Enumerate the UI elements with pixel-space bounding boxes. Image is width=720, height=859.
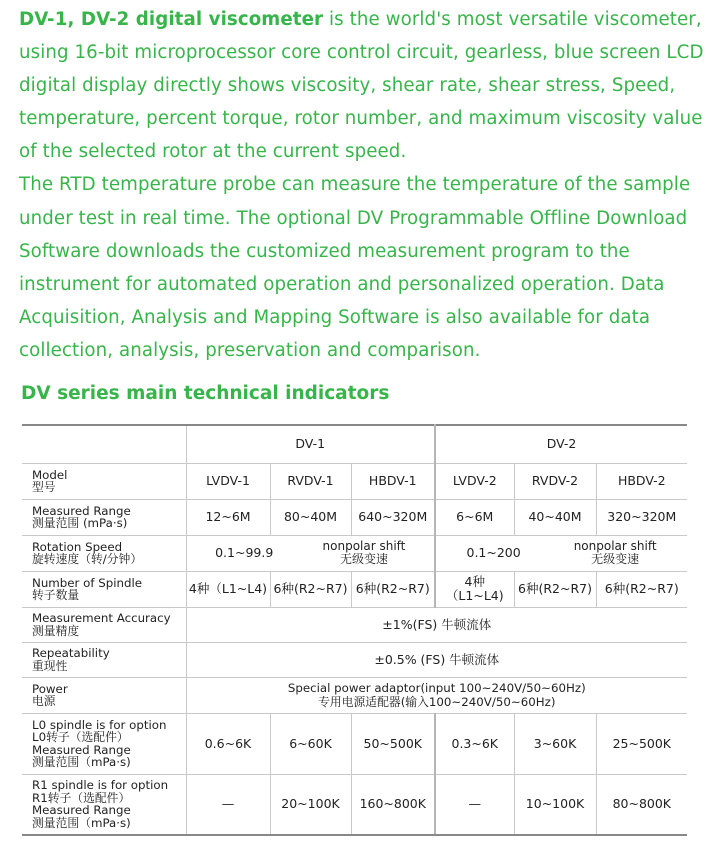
speed-dv2-shift: nonpolar shift 无级变速 [573,539,657,566]
table-row-repeatability [22,642,687,677]
row-label-repeatability: Repeatability 重现性 [22,642,186,677]
cell-l0-lvdv1: 0.6~6K [186,713,270,774]
intro-paragraph-1-rest: is the world's most versatile viscometer, using 16-bit microprocessor core control circuit, gearless, blue screen LCD digital display directly shows viscosity, shear rate, shear stress, Speed, temperature, percent torque, rotor number, and maximum viscosity value of the selected rotor at the current speed. [19,9,704,163]
table-row-spindle [22,571,687,607]
group-dv2-header: DV-2 [435,425,687,463]
group-dv1-header: DV-1 [186,425,435,463]
intro-paragraph-1 [19,3,709,168]
table-row-model [22,463,687,499]
row-label-model: Model 型号 [22,463,186,499]
header-empty-cell [22,425,186,463]
cell-r1-rvdv1: 20~100K [270,774,351,835]
cell-r1-rvdv2: 10~100K [514,774,596,835]
speed-dv2-value: 0.1~200 [466,545,521,560]
cell-l0-rvdv2: 3~60K [514,713,596,774]
intro-text [19,3,709,367]
table-row-r1 [22,774,687,835]
cell-spindle-hbdv1: 6种(R2~R7) [351,571,435,607]
table-row-range [22,499,687,535]
row-label-power: Power 电源 [22,677,186,713]
intro-paragraph-2: The RTD temperature probe can measure the temperature of the sample under test in real time. The optional DV Programmable Offline Download Software downloads the customized measurement program to the instrument for automated operation and personalized operation. Data Acquisition, Analysis and Mapping Software is also available for data collection, analysis, preservation and comparison. [19,174,691,361]
cell-r1-hbdv1: 160~800K [351,774,435,835]
cell-l0-lvdv2: 0.3~6K [435,713,514,774]
row-label-range: Measured Range 测量范围 (mPa·s) [22,499,186,535]
cell-spindle-hbdv2: 6种(R2~R7) [596,571,687,607]
cell-model-hbdv1: HBDV-1 [351,463,435,499]
section-title: DV series main technical indicators [21,383,390,404]
cell-repeatability: ±0.5% (FS) 牛顿流体 [186,642,687,677]
cell-model-lvdv2: LVDV-2 [435,463,514,499]
cell-range-hbdv1: 640~320M [351,499,435,535]
row-label-accuracy: Measurement Accuracy 测量精度 [22,607,186,642]
cell-r1-hbdv2: 80~800K [596,774,687,835]
cell-power [186,677,687,713]
cell-spindle-rvdv2: 6种(R2~R7) [514,571,596,607]
cell-spindle-lvdv2: 4种（L1~L4) [435,571,514,607]
cell-l0-hbdv1: 50~500K [351,713,435,774]
table-row-l0 [22,713,687,774]
row-label-speed: Rotation Speed 旋转速度（转/分钟） [22,535,186,571]
cell-model-lvdv1: LVDV-1 [186,463,270,499]
row-label-r1: R1 spindle is for option R1转子（选配件） Measured Range 测量范围（mPa·s) [22,774,186,835]
cell-l0-rvdv1: 6~60K [270,713,351,774]
cell-range-rvdv2: 40~40M [514,499,596,535]
table-row-speed [22,535,687,571]
spec-table [22,424,687,836]
cell-range-rvdv1: 80~40M [270,499,351,535]
table-row-power [22,677,687,713]
speed-dv1-value: 0.1~99.9 [215,545,274,560]
cell-model-rvdv1: RVDV-1 [270,463,351,499]
cell-r1-lvdv1: — [186,774,270,835]
cell-r1-lvdv2: — [435,774,514,835]
power-value-cn: 专用电源适配器(输入100~240V/50~60Hz) [318,695,556,709]
cell-spindle-lvdv1: 4种（L1~L4) [186,571,270,607]
intro-bold-lead: DV-1, DV-2 digital viscometer [19,9,324,30]
cell-model-rvdv2: RVDV-2 [514,463,596,499]
power-value-en: Special power adaptor(input 100~240V/50~60Hz) [287,681,586,695]
table-header-row [22,425,687,463]
cell-range-hbdv2: 320~320M [596,499,687,535]
cell-speed-dv1 [186,535,435,571]
speed-dv1-shift: nonpolar shift 无级变速 [322,539,406,566]
cell-l0-hbdv2: 25~500K [596,713,687,774]
table-row-accuracy [22,607,687,642]
cell-range-lvdv2: 6~6M [435,499,514,535]
row-label-spindle: Number of Spindle 转子数量 [22,571,186,607]
cell-range-lvdv1: 12~6M [186,499,270,535]
cell-model-hbdv2: HBDV-2 [596,463,687,499]
cell-accuracy: ±1%(FS) 牛顿流体 [186,607,687,642]
cell-spindle-rvdv1: 6种(R2~R7) [270,571,351,607]
row-label-l0: L0 spindle is for option L0转子（选配件） Measured Range 测量范围（mPa·s) [22,713,186,774]
cell-speed-dv2 [435,535,687,571]
